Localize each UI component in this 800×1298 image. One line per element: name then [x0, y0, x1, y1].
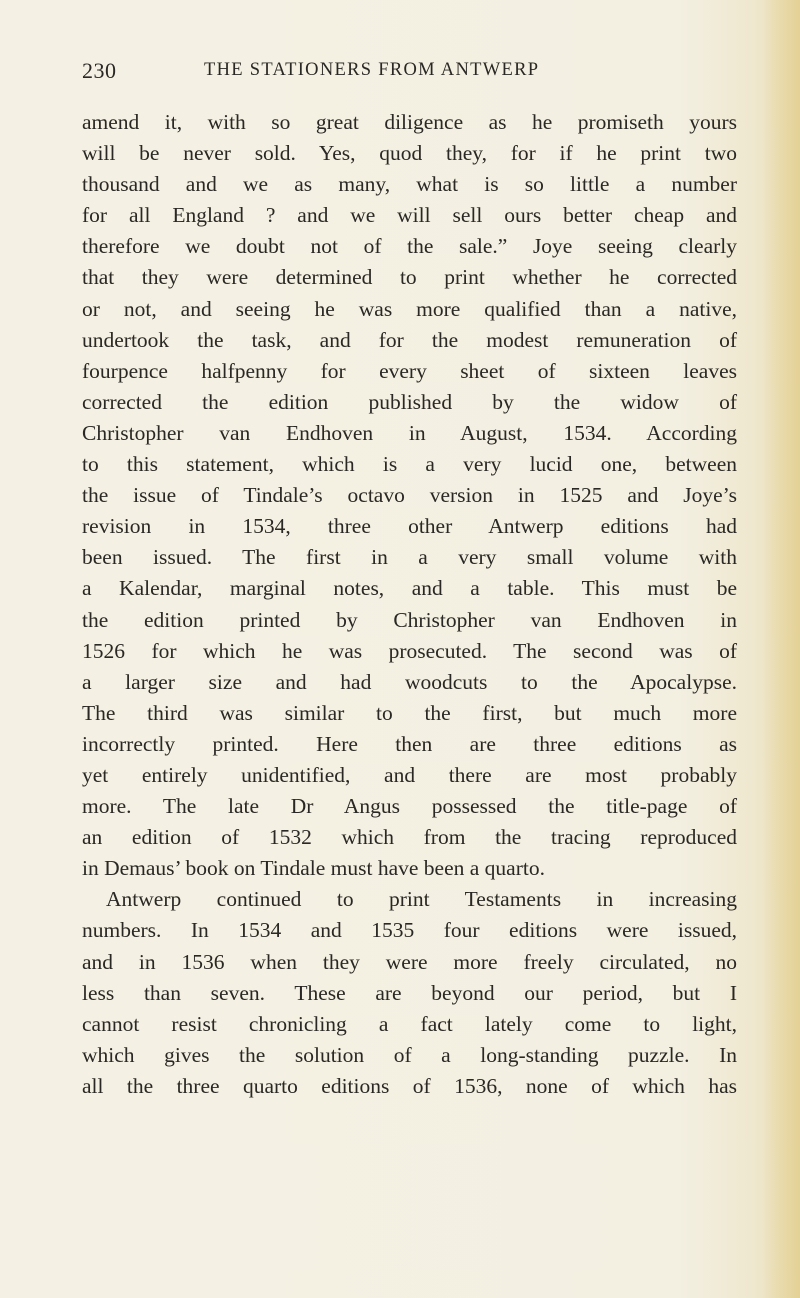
text-line: that they were determined to print whether he corrected	[82, 265, 737, 290]
text-line: an edition of 1532 which from the tracing reproduced	[82, 825, 737, 850]
text-line: revision in 1534, three other Antwerp editions had	[82, 514, 737, 539]
text-line: less than seven. These are beyond our period, but I	[82, 980, 737, 1005]
text-line: thousand and we as many, what is so little a number	[82, 172, 737, 197]
text-line: and in 1536 when they were more freely circulated, no	[82, 949, 737, 974]
body-text	[82, 107, 737, 1102]
paragraph-first-line: Antwerp continued to print Testaments in increasing	[106, 887, 737, 912]
text-line: to this statement, which is a very lucid one, between	[82, 452, 737, 477]
text-line: numbers. In 1534 and 1535 four editions were issued,	[82, 918, 737, 943]
page-number: 230	[82, 58, 117, 83]
text-line: a Kalendar, marginal notes, and a table. This must be	[82, 576, 737, 601]
text-line: all the three quarto editions of 1536, none of which has	[82, 1073, 737, 1098]
text-line: yet entirely unidentified, and there are most probably	[82, 762, 737, 787]
text-line: the issue of Tindale’s octavo version in 1525 and Joye’s	[82, 483, 737, 508]
text-line: therefore we doubt not of the sale.” Joye seeing clearly	[82, 234, 737, 259]
text-line: 1526 for which he was prosecuted. The second was of	[82, 638, 737, 663]
text-line: incorrectly printed. Here then are three editions as	[82, 731, 737, 756]
text-line: which gives the solution of a long-standing puzzle. In	[82, 1042, 737, 1067]
page-edge-shadow	[762, 0, 800, 1298]
text-line: cannot resist chronicling a fact lately come to light,	[82, 1011, 737, 1036]
text-line: fourpence halfpenny for every sheet of sixteen leaves	[82, 358, 737, 383]
text-line: in Demaus’ book on Tindale must have been a quarto.	[82, 856, 545, 881]
text-line: the edition printed by Christopher van Endhoven in	[82, 607, 737, 632]
text-line: or not, and seeing he was more qualified than a native,	[82, 296, 737, 321]
text-line: a larger size and had woodcuts to the Apocalypse.	[82, 669, 737, 694]
text-line: for all England ? and we will sell ours better cheap and	[82, 203, 737, 228]
page-header	[82, 58, 722, 88]
text-line: will be never sold. Yes, quod they, for if he print two	[82, 141, 737, 166]
text-line: been issued. The first in a very small volume with	[82, 545, 737, 570]
text-line: undertook the task, and for the modest remuneration of	[82, 327, 737, 352]
text-line: amend it, with so great diligence as he promiseth yours	[82, 110, 737, 134]
text-line: The third was similar to the first, but much more	[82, 700, 737, 725]
running-head: THE STATIONERS FROM ANTWERP	[204, 60, 540, 80]
text-line: corrected the edition published by the widow of	[82, 389, 737, 414]
text-line: more. The late Dr Angus possessed the title-page of	[82, 794, 737, 819]
text-line: Christopher van Endhoven in August, 1534. According	[82, 420, 737, 445]
